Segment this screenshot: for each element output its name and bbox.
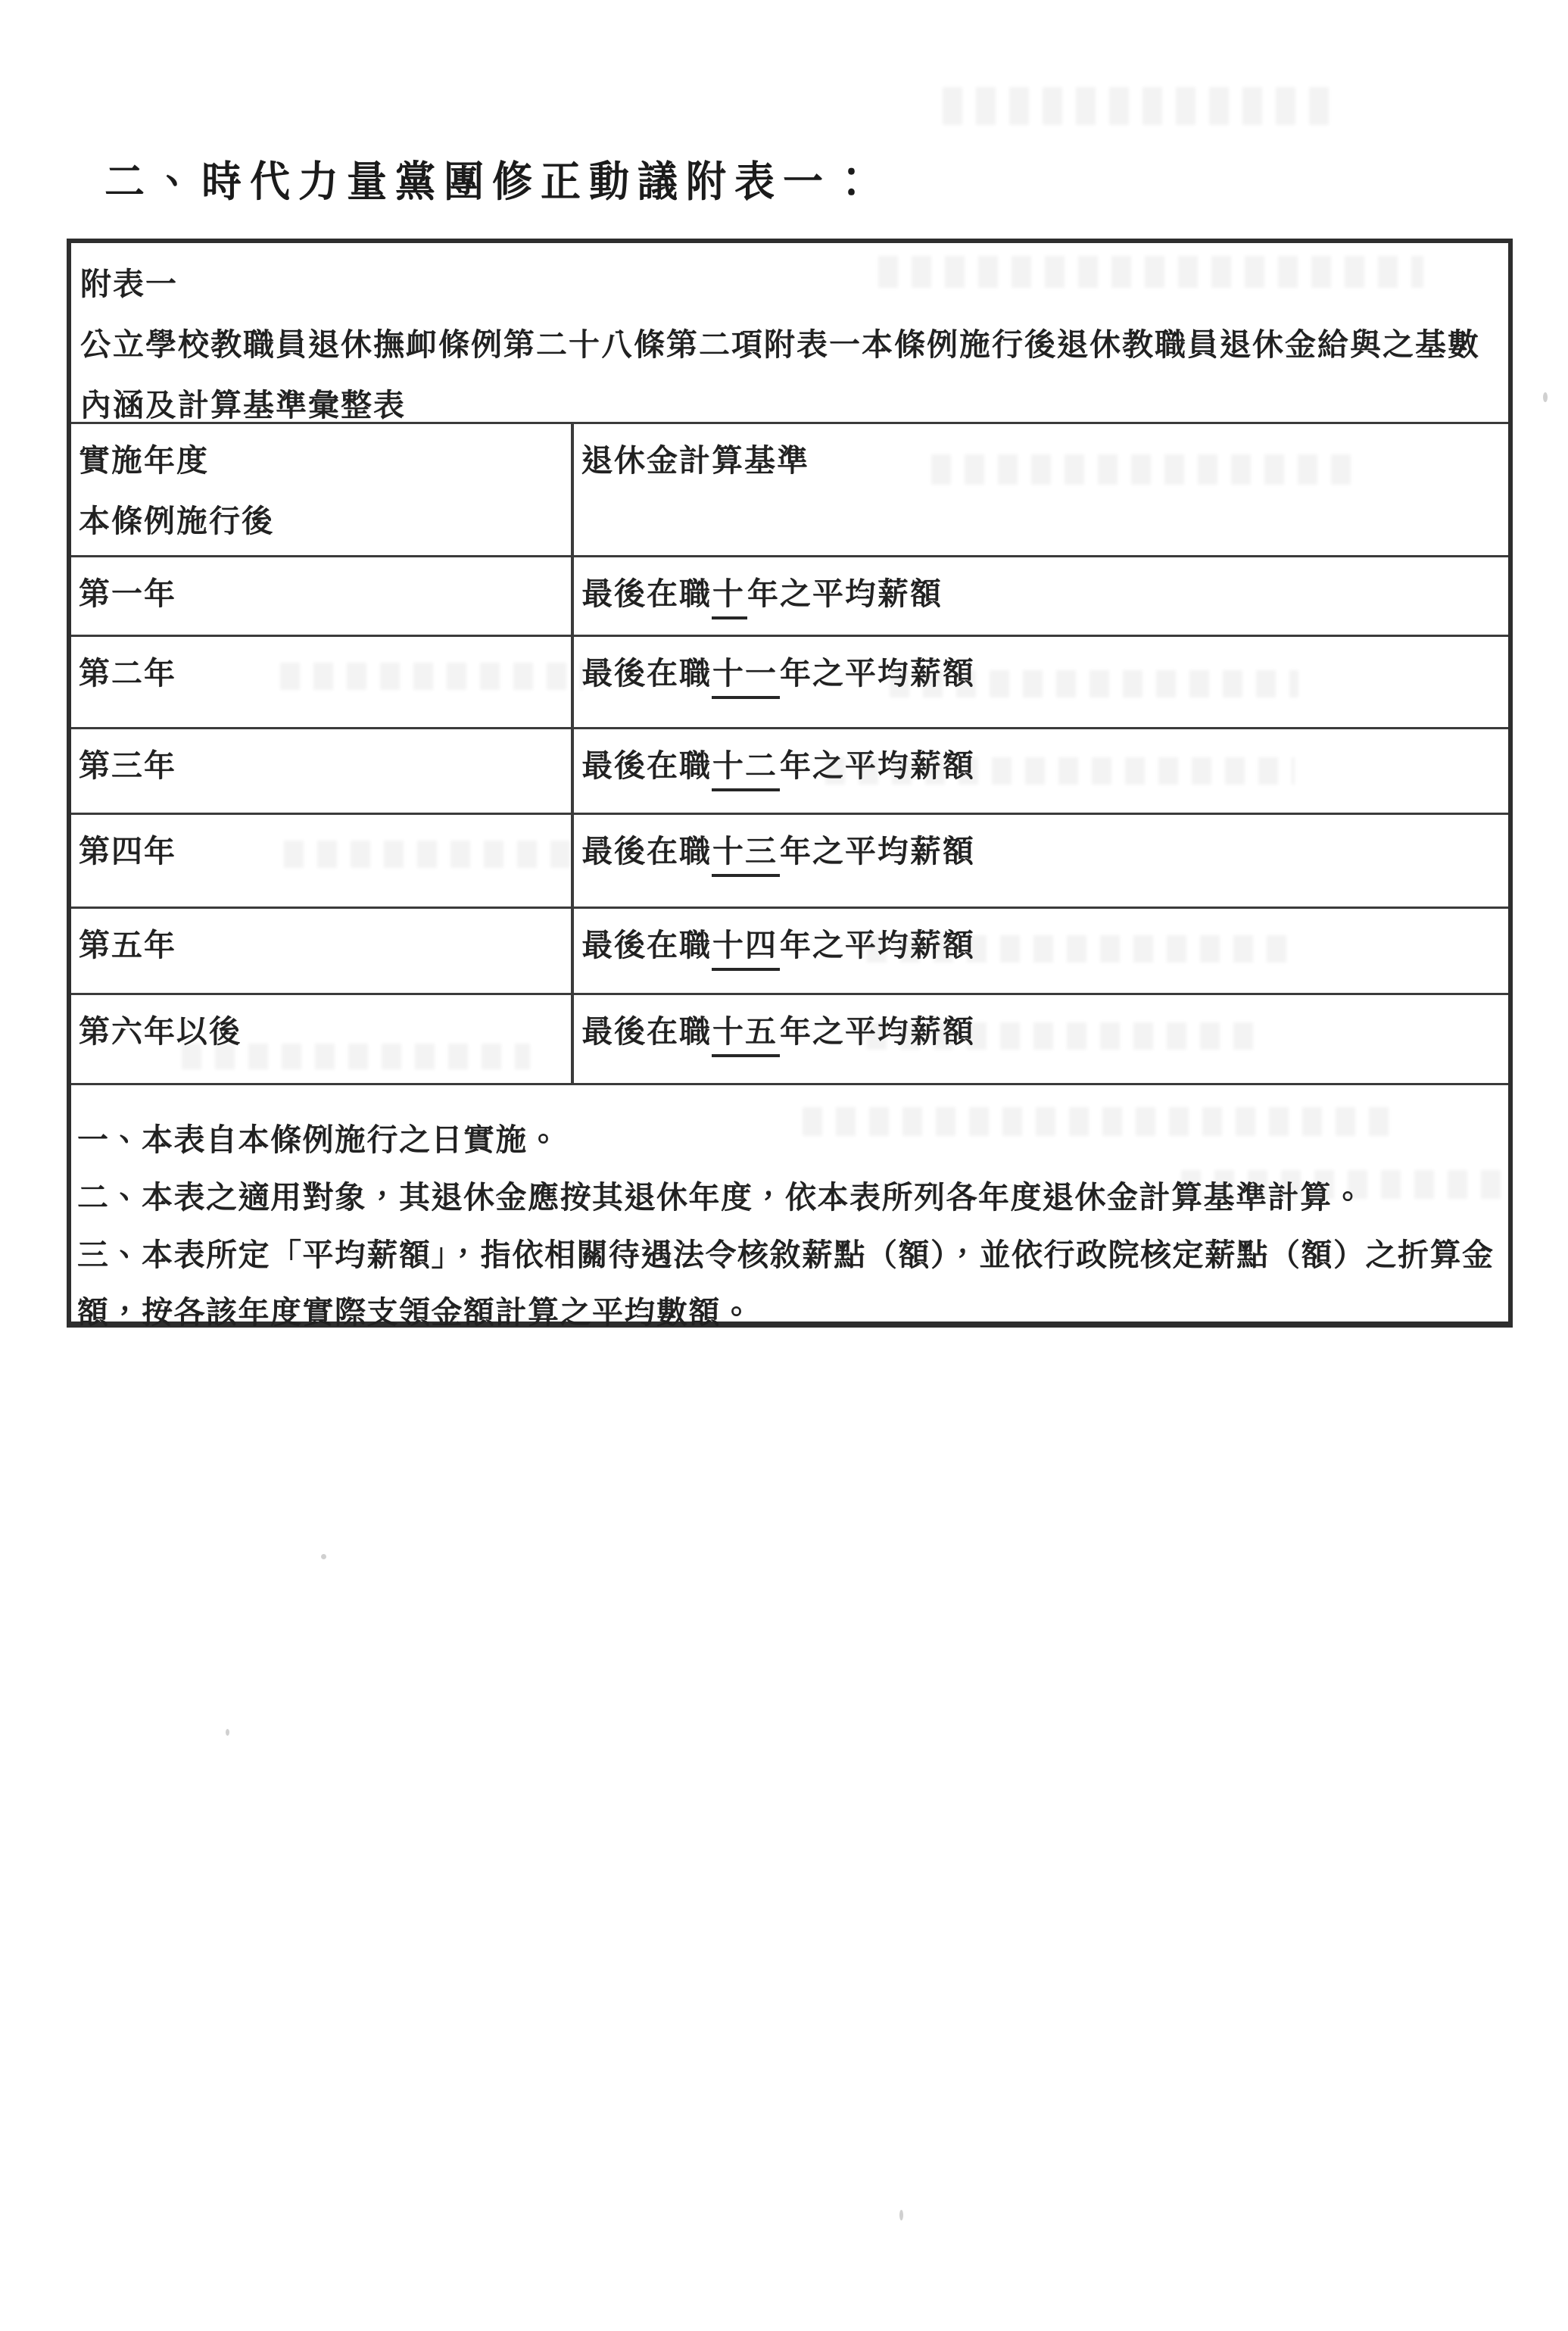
basis-underlined-number: 十五	[712, 1013, 780, 1057]
header-year-line2: 本條例施行後	[79, 503, 274, 539]
table-title-cell	[71, 243, 1508, 424]
header-year-line1: 實施年度	[79, 442, 209, 479]
row-year-cell: 第三年	[71, 729, 574, 813]
column-header-implementation-year	[71, 424, 574, 555]
basis-suffix: 年之平均薪額	[780, 1013, 975, 1050]
table-row	[71, 995, 1508, 1085]
row-year-cell: 第二年	[71, 637, 574, 727]
basis-underlined-number: 十四	[712, 927, 780, 971]
section-heading: 二、時代力量黨團修正動議附表一：	[104, 158, 880, 207]
row-year-cell: 第五年	[71, 909, 574, 993]
row-year-cell: 第一年	[71, 557, 574, 635]
table-row	[71, 815, 1508, 909]
basis-suffix: 年之平均薪額	[780, 655, 975, 691]
table-title-line1: 公立學校教職員退休撫卹條例第二十八條第二項附表一本條例施行後退休教職員退休金給與之基數	[80, 326, 1480, 363]
note-item: 一、本表自本條例施行之日實施。	[77, 1122, 560, 1158]
attachment-table	[67, 239, 1513, 1331]
row-year-cell: 第六年以後	[71, 995, 574, 1083]
noise-speck	[226, 1729, 229, 1736]
column-header-pension-basis: 退休金計算基準	[581, 442, 809, 479]
noise-speck	[1543, 392, 1548, 402]
bleedthrough-smudge	[943, 87, 1336, 125]
note-item: 二、本表之適用對象，其退休金應按其退休年度，依本表所列各年度退休金計算基準計算。	[77, 1179, 1364, 1215]
basis-underlined-number: 十一	[712, 655, 780, 699]
row-basis-cell	[574, 909, 1508, 993]
row-basis-cell	[574, 995, 1508, 1083]
noise-speck	[899, 2210, 903, 2220]
table-caption: 附表一	[80, 266, 178, 302]
note-item: 三、本表所定「平均薪額」，指依相關待遇法令核敘薪點（額），並依行政院核定薪點（額）之折算金額，按各該年度實際支領金額計算之平均數額。	[77, 1237, 1495, 1331]
basis-suffix: 年之平均薪額	[747, 576, 943, 612]
row-basis-cell	[574, 815, 1508, 906]
table-row	[71, 557, 1508, 637]
row-basis-cell	[574, 729, 1508, 813]
basis-suffix: 年之平均薪額	[780, 927, 975, 963]
noise-speck	[321, 1554, 326, 1559]
basis-underlined-number: 十三	[712, 833, 780, 877]
basis-underlined-number: 十	[712, 576, 747, 619]
basis-prefix: 最後在職	[581, 833, 712, 869]
row-basis-cell	[574, 557, 1508, 635]
table-notes	[71, 1085, 1508, 1331]
basis-suffix: 年之平均薪額	[780, 833, 975, 869]
row-basis-cell	[574, 637, 1508, 727]
table-row	[71, 637, 1508, 729]
table-row	[71, 909, 1508, 995]
basis-prefix: 最後在職	[581, 655, 712, 691]
table-row	[71, 729, 1508, 815]
table-header-row	[71, 424, 1508, 557]
basis-prefix: 最後在職	[581, 576, 712, 612]
basis-prefix: 最後在職	[581, 1013, 712, 1050]
table-title-line2: 內涵及計算基準彙整表	[80, 387, 406, 423]
basis-prefix: 最後在職	[581, 927, 712, 963]
basis-suffix: 年之平均薪額	[780, 747, 975, 784]
row-year-cell: 第四年	[71, 815, 574, 906]
basis-prefix: 最後在職	[581, 747, 712, 784]
basis-underlined-number: 十二	[712, 747, 780, 791]
